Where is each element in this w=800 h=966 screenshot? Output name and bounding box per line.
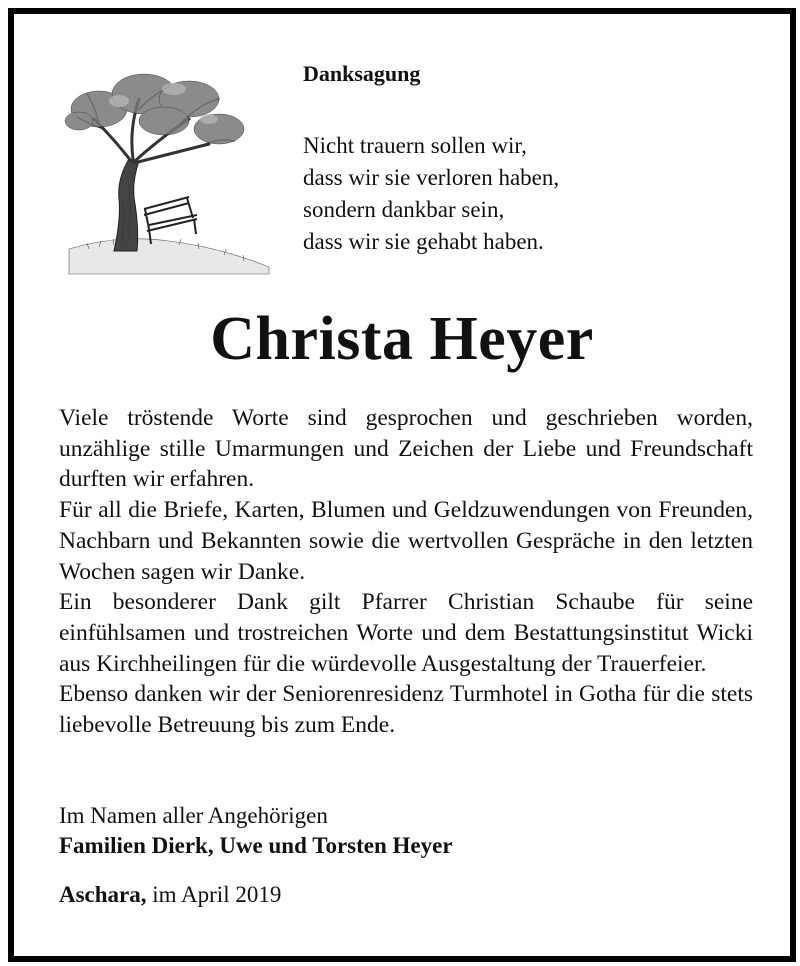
thanks-paragraph: Ein besonderer Dank gilt Pfarrer Christian Schaube für seine einfühlsamen und trostreichen Worte und dem Bestattungsinstitut Wicki aus Kirchheilingen für die würdevolle Ausgestaltung der Trauerfeier. xyxy=(59,589,753,677)
poem xyxy=(303,130,559,258)
poem-line: dass wir sie verloren haben, xyxy=(303,165,560,190)
date: im April 2019 xyxy=(152,882,282,907)
notice-heading: Danksagung xyxy=(303,61,421,86)
thanks-paragraph: Viele tröstende Worte sind gesprochen und geschrieben worden, unzählige stille Umarmungen und Zeichen der Liebe und Freundschaft durften wir erfahren. xyxy=(59,405,753,493)
signature-family: Familien Dierk, Uwe und Torsten Heyer xyxy=(59,833,453,858)
obituary-notice xyxy=(8,8,796,962)
place-date xyxy=(59,882,281,908)
signature xyxy=(59,801,453,861)
tree-with-bench-icon xyxy=(59,59,274,279)
deceased-name: Christa Heyer xyxy=(210,305,594,373)
poem-line: dass wir sie gehabt haben. xyxy=(303,229,544,254)
thanks-paragraph: Für all die Briefe, Karten, Blumen und Geldzuwendungen von Freunden, Nachbarn und Bekannten sowie die wertvollen Gespräche in den letzten Wochen sagen wir Danke. xyxy=(59,497,753,585)
signature-line: Im Namen aller Angehörigen xyxy=(59,803,328,828)
thanks-paragraph: Ebenso danken wir der Seniorenresidenz Turmhotel in Gotha für die stets liebevolle Betreuung bis zum Ende. xyxy=(59,681,753,739)
place: Aschara, xyxy=(59,882,147,907)
poem-line: sondern dankbar sein, xyxy=(303,197,505,222)
thanks-text xyxy=(59,403,753,741)
poem-line: Nicht trauern sollen wir, xyxy=(303,133,527,158)
